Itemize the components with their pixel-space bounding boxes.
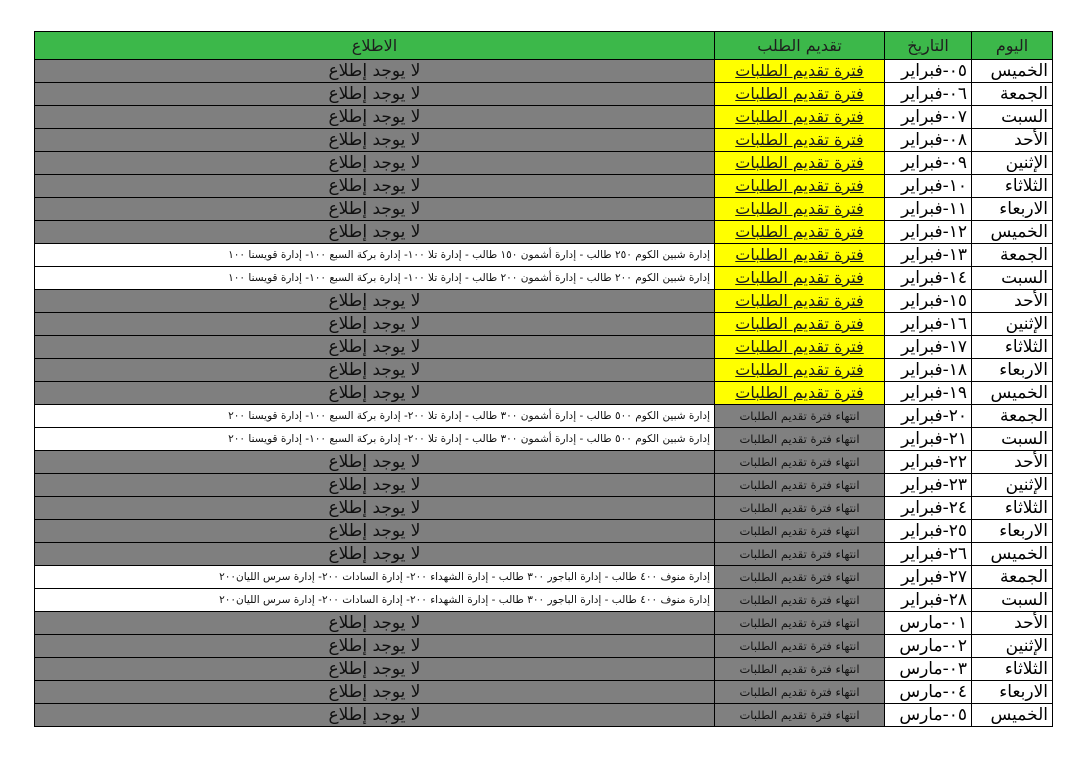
day-cell: الإثنين xyxy=(972,635,1053,658)
table-row xyxy=(35,106,1053,129)
table-row xyxy=(35,152,1053,175)
submission-status-cell: انتهاء فترة تقديم الطلبات xyxy=(715,612,885,635)
briefing-cell: لا يوجد إطلاع xyxy=(35,612,715,635)
date-cell: ٢٣-فبراير xyxy=(885,474,972,497)
table-row xyxy=(35,175,1053,198)
table-row xyxy=(35,497,1053,520)
table-row xyxy=(35,382,1053,405)
submission-status-cell: فترة تقديم الطلبات xyxy=(715,83,885,106)
submission-status-cell: انتهاء فترة تقديم الطلبات xyxy=(715,428,885,451)
submission-status-cell: انتهاء فترة تقديم الطلبات xyxy=(715,681,885,704)
table-row xyxy=(35,336,1053,359)
day-cell: السبت xyxy=(972,267,1053,290)
submission-status-cell: انتهاء فترة تقديم الطلبات xyxy=(715,704,885,727)
date-cell: ٢٢-فبراير xyxy=(885,451,972,474)
date-cell: ١٠-فبراير xyxy=(885,175,972,198)
submission-status-cell: فترة تقديم الطلبات xyxy=(715,106,885,129)
table-row xyxy=(35,704,1053,727)
submission-status-cell: انتهاء فترة تقديم الطلبات xyxy=(715,589,885,612)
submission-status-cell: فترة تقديم الطلبات xyxy=(715,129,885,152)
table-row xyxy=(35,198,1053,221)
header-briefing: الاطلاع xyxy=(35,32,715,60)
date-cell: ١٤-فبراير xyxy=(885,267,972,290)
briefing-cell: إدارة شبين الكوم ٥٠٠ طالب - إدارة أشمون ٣٠٠ طالب - إدارة تلا ٢٠٠- إدارة بركة السبع ١٠٠- إدارة قويسنا ٢٠٠ xyxy=(35,405,715,428)
date-cell: ٢٨-فبراير xyxy=(885,589,972,612)
table-row xyxy=(35,313,1053,336)
date-cell: ١٦-فبراير xyxy=(885,313,972,336)
date-cell: ٠٦-فبراير xyxy=(885,83,972,106)
day-cell: الثلاثاء xyxy=(972,658,1053,681)
table-row xyxy=(35,635,1053,658)
date-cell: ١٧-فبراير xyxy=(885,336,972,359)
date-cell: ١٥-فبراير xyxy=(885,290,972,313)
table-header xyxy=(35,32,1053,60)
header-date: التاريخ xyxy=(885,32,972,60)
submission-status-cell: انتهاء فترة تقديم الطلبات xyxy=(715,497,885,520)
submission-status-cell: فترة تقديم الطلبات xyxy=(715,152,885,175)
table-row xyxy=(35,290,1053,313)
briefing-cell: لا يوجد إطلاع xyxy=(35,497,715,520)
table-row xyxy=(35,543,1053,566)
submission-status-cell: انتهاء فترة تقديم الطلبات xyxy=(715,635,885,658)
submission-status-cell: فترة تقديم الطلبات xyxy=(715,60,885,83)
day-cell: الأحد xyxy=(972,129,1053,152)
date-cell: ١٨-فبراير xyxy=(885,359,972,382)
day-cell: الثلاثاء xyxy=(972,175,1053,198)
table-row xyxy=(35,658,1053,681)
date-cell: ٠٤-مارس xyxy=(885,681,972,704)
day-cell: الثلاثاء xyxy=(972,336,1053,359)
submission-status-cell: فترة تقديم الطلبات xyxy=(715,267,885,290)
submission-status-cell: انتهاء فترة تقديم الطلبات xyxy=(715,405,885,428)
header-submission: تقديم الطلب xyxy=(715,32,885,60)
submission-status-cell: فترة تقديم الطلبات xyxy=(715,382,885,405)
day-cell: الجمعة xyxy=(972,566,1053,589)
submission-status-cell: انتهاء فترة تقديم الطلبات xyxy=(715,451,885,474)
briefing-cell: لا يوجد إطلاع xyxy=(35,359,715,382)
schedule-table xyxy=(34,31,1053,727)
day-cell: السبت xyxy=(972,106,1053,129)
briefing-cell: إدارة منوف ٤٠٠ طالب - إدارة الباجور ٣٠٠ طالب - إدارة الشهداء ٢٠٠- إدارة السادات ٢٠٠- إدارة سرس الليان٢٠٠ xyxy=(35,589,715,612)
table-row xyxy=(35,566,1053,589)
day-cell: الخميس xyxy=(972,60,1053,83)
submission-status-cell: انتهاء فترة تقديم الطلبات xyxy=(715,566,885,589)
day-cell: الجمعة xyxy=(972,83,1053,106)
day-cell: الجمعة xyxy=(972,244,1053,267)
briefing-cell: لا يوجد إطلاع xyxy=(35,520,715,543)
submission-status-cell: انتهاء فترة تقديم الطلبات xyxy=(715,543,885,566)
briefing-cell: لا يوجد إطلاع xyxy=(35,543,715,566)
briefing-cell: لا يوجد إطلاع xyxy=(35,83,715,106)
table-row xyxy=(35,681,1053,704)
briefing-cell: إدارة شبين الكوم ٢٥٠ طالب - إدارة أشمون ١٥٠ طالب - إدارة تلا ١٠٠- إدارة بركة السبع ١٠٠- إدارة قويسنا ١٠٠ xyxy=(35,244,715,267)
date-cell: ١١-فبراير xyxy=(885,198,972,221)
briefing-cell: لا يوجد إطلاع xyxy=(35,474,715,497)
day-cell: الإثنين xyxy=(972,313,1053,336)
day-cell: الإثنين xyxy=(972,152,1053,175)
date-cell: ٢١-فبراير xyxy=(885,428,972,451)
day-cell: الأحد xyxy=(972,612,1053,635)
briefing-cell: لا يوجد إطلاع xyxy=(35,60,715,83)
day-cell: الاربعاء xyxy=(972,359,1053,382)
day-cell: الاربعاء xyxy=(972,520,1053,543)
day-cell: الخميس xyxy=(972,543,1053,566)
date-cell: ٠١-مارس xyxy=(885,612,972,635)
date-cell: ١٢-فبراير xyxy=(885,221,972,244)
table-row xyxy=(35,520,1053,543)
submission-status-cell: فترة تقديم الطلبات xyxy=(715,175,885,198)
table-row xyxy=(35,451,1053,474)
briefing-cell: إدارة شبين الكوم ٥٠٠ طالب - إدارة أشمون ٣٠٠ طالب - إدارة تلا ٢٠٠- إدارة بركة السبع ١٠٠- إدارة قويسنا ٢٠٠ xyxy=(35,428,715,451)
date-cell: ٢٥-فبراير xyxy=(885,520,972,543)
date-cell: ٢٤-فبراير xyxy=(885,497,972,520)
briefing-cell: لا يوجد إطلاع xyxy=(35,290,715,313)
briefing-cell: لا يوجد إطلاع xyxy=(35,313,715,336)
table-row xyxy=(35,405,1053,428)
day-cell: الخميس xyxy=(972,704,1053,727)
date-cell: ٠٥-فبراير xyxy=(885,60,972,83)
briefing-cell: لا يوجد إطلاع xyxy=(35,129,715,152)
submission-status-cell: فترة تقديم الطلبات xyxy=(715,313,885,336)
briefing-cell: إدارة منوف ٤٠٠ طالب - إدارة الباجور ٣٠٠ طالب - إدارة الشهداء ٢٠٠- إدارة السادات ٢٠٠- إدارة سرس الليان٢٠٠ xyxy=(35,566,715,589)
date-cell: ٠٢-مارس xyxy=(885,635,972,658)
day-cell: الجمعة xyxy=(972,405,1053,428)
date-cell: ٢٦-فبراير xyxy=(885,543,972,566)
submission-status-cell: فترة تقديم الطلبات xyxy=(715,290,885,313)
briefing-cell: لا يوجد إطلاع xyxy=(35,175,715,198)
briefing-cell: لا يوجد إطلاع xyxy=(35,635,715,658)
date-cell: ٠٩-فبراير xyxy=(885,152,972,175)
submission-status-cell: انتهاء فترة تقديم الطلبات xyxy=(715,520,885,543)
date-cell: ٠٧-فبراير xyxy=(885,106,972,129)
submission-status-cell: فترة تقديم الطلبات xyxy=(715,359,885,382)
date-cell: ٠٣-مارس xyxy=(885,658,972,681)
table-row xyxy=(35,359,1053,382)
day-cell: الأحد xyxy=(972,290,1053,313)
day-cell: السبت xyxy=(972,589,1053,612)
date-cell: ١٩-فبراير xyxy=(885,382,972,405)
briefing-cell: إدارة شبين الكوم ٢٠٠ طالب - إدارة أشمون ٢٠٠ طالب - إدارة تلا ١٠٠- إدارة بركة السبع ١٠٠- إدارة قويسنا ١٠٠ xyxy=(35,267,715,290)
submission-status-cell: فترة تقديم الطلبات xyxy=(715,244,885,267)
briefing-cell: لا يوجد إطلاع xyxy=(35,198,715,221)
table-row xyxy=(35,428,1053,451)
table-row xyxy=(35,474,1053,497)
table-row xyxy=(35,244,1053,267)
day-cell: الخميس xyxy=(972,382,1053,405)
table-body xyxy=(35,60,1053,727)
date-cell: ٠٨-فبراير xyxy=(885,129,972,152)
table-row xyxy=(35,267,1053,290)
table-row xyxy=(35,83,1053,106)
day-cell: الإثنين xyxy=(972,474,1053,497)
header-row xyxy=(35,32,1053,60)
briefing-cell: لا يوجد إطلاع xyxy=(35,382,715,405)
table-row xyxy=(35,589,1053,612)
briefing-cell: لا يوجد إطلاع xyxy=(35,336,715,359)
briefing-cell: لا يوجد إطلاع xyxy=(35,152,715,175)
submission-status-cell: فترة تقديم الطلبات xyxy=(715,221,885,244)
day-cell: الاربعاء xyxy=(972,681,1053,704)
submission-status-cell: فترة تقديم الطلبات xyxy=(715,198,885,221)
day-cell: الخميس xyxy=(972,221,1053,244)
submission-status-cell: انتهاء فترة تقديم الطلبات xyxy=(715,658,885,681)
table-row xyxy=(35,60,1053,83)
date-cell: ٢٧-فبراير xyxy=(885,566,972,589)
briefing-cell: لا يوجد إطلاع xyxy=(35,658,715,681)
briefing-cell: لا يوجد إطلاع xyxy=(35,451,715,474)
day-cell: الاربعاء xyxy=(972,198,1053,221)
briefing-cell: لا يوجد إطلاع xyxy=(35,221,715,244)
table-row xyxy=(35,612,1053,635)
submission-status-cell: فترة تقديم الطلبات xyxy=(715,336,885,359)
briefing-cell: لا يوجد إطلاع xyxy=(35,106,715,129)
day-cell: السبت xyxy=(972,428,1053,451)
date-cell: ١٣-فبراير xyxy=(885,244,972,267)
table-row xyxy=(35,129,1053,152)
date-cell: ٢٠-فبراير xyxy=(885,405,972,428)
date-cell: ٠٥-مارس xyxy=(885,704,972,727)
briefing-cell: لا يوجد إطلاع xyxy=(35,704,715,727)
submission-status-cell: انتهاء فترة تقديم الطلبات xyxy=(715,474,885,497)
day-cell: الأحد xyxy=(972,451,1053,474)
table-row xyxy=(35,221,1053,244)
day-cell: الثلاثاء xyxy=(972,497,1053,520)
briefing-cell: لا يوجد إطلاع xyxy=(35,681,715,704)
header-day: اليوم xyxy=(972,32,1053,60)
